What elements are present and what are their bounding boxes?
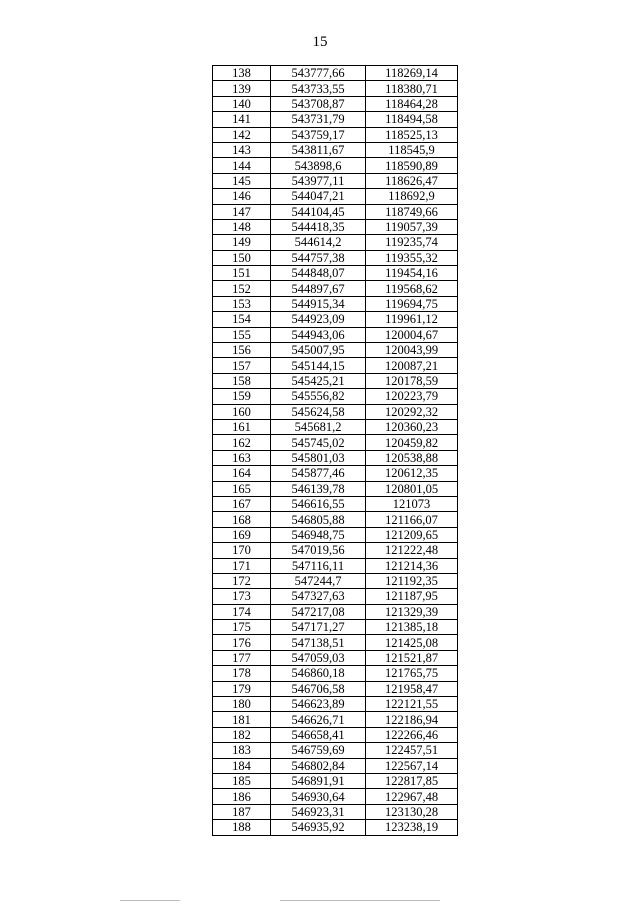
y-coordinate-cell: 119694,75	[366, 296, 458, 311]
x-coordinate-cell: 547171,27	[271, 620, 366, 635]
x-coordinate-cell: 547327,63	[271, 589, 366, 604]
point-number-cell: 170	[213, 543, 271, 558]
x-coordinate-cell: 547244,7	[271, 573, 366, 588]
y-coordinate-cell: 119057,39	[366, 219, 458, 234]
y-coordinate-cell: 121166,07	[366, 512, 458, 527]
y-coordinate-cell: 122817,85	[366, 773, 458, 788]
point-number-cell: 168	[213, 512, 271, 527]
x-coordinate-cell: 546891,91	[271, 773, 366, 788]
x-coordinate-cell: 546948,75	[271, 527, 366, 542]
x-coordinate-cell: 544614,2	[271, 235, 366, 250]
table-row	[213, 573, 458, 588]
y-coordinate-cell: 122457,51	[366, 743, 458, 758]
x-coordinate-cell: 545144,15	[271, 358, 366, 373]
x-coordinate-cell: 546805,88	[271, 512, 366, 527]
table-row	[213, 820, 458, 835]
x-coordinate-cell: 546706,58	[271, 681, 366, 696]
point-number-cell: 139	[213, 81, 271, 96]
x-coordinate-cell: 545425,21	[271, 373, 366, 388]
x-coordinate-cell: 545801,03	[271, 450, 366, 465]
y-coordinate-cell: 119961,12	[366, 312, 458, 327]
table-row	[213, 527, 458, 542]
x-coordinate-cell: 546626,71	[271, 712, 366, 727]
table-row	[213, 650, 458, 665]
x-coordinate-cell: 543733,55	[271, 81, 366, 96]
y-coordinate-cell: 121329,39	[366, 604, 458, 619]
point-number-cell: 150	[213, 250, 271, 265]
point-number-cell: 141	[213, 112, 271, 127]
x-coordinate-cell: 547138,51	[271, 635, 366, 650]
point-number-cell: 187	[213, 804, 271, 819]
y-coordinate-cell: 118380,71	[366, 81, 458, 96]
y-coordinate-cell: 120292,32	[366, 404, 458, 419]
point-number-cell: 171	[213, 558, 271, 573]
y-coordinate-cell: 120538,88	[366, 450, 458, 465]
x-coordinate-cell: 547116,11	[271, 558, 366, 573]
table-row	[213, 773, 458, 788]
point-number-cell: 148	[213, 219, 271, 234]
table-row	[213, 512, 458, 527]
point-number-cell: 181	[213, 712, 271, 727]
point-number-cell: 152	[213, 281, 271, 296]
x-coordinate-cell: 543708,87	[271, 96, 366, 111]
table-row	[213, 743, 458, 758]
y-coordinate-cell: 120087,21	[366, 358, 458, 373]
point-number-cell: 145	[213, 173, 271, 188]
point-number-cell: 175	[213, 620, 271, 635]
y-coordinate-cell: 118464,28	[366, 96, 458, 111]
point-number-cell: 163	[213, 450, 271, 465]
point-number-cell: 179	[213, 681, 271, 696]
x-coordinate-cell: 544418,35	[271, 219, 366, 234]
table-row	[213, 589, 458, 604]
x-coordinate-cell: 543811,67	[271, 142, 366, 157]
y-coordinate-cell: 120801,05	[366, 481, 458, 496]
y-coordinate-cell: 118626,47	[366, 173, 458, 188]
y-coordinate-cell: 122967,48	[366, 789, 458, 804]
table-row	[213, 697, 458, 712]
table-row	[213, 789, 458, 804]
y-coordinate-cell: 122266,46	[366, 727, 458, 742]
table-row	[213, 358, 458, 373]
y-coordinate-cell: 120612,35	[366, 466, 458, 481]
table-row	[213, 66, 458, 81]
point-number-cell: 169	[213, 527, 271, 542]
table-row	[213, 373, 458, 388]
point-number-cell: 140	[213, 96, 271, 111]
point-number-cell: 176	[213, 635, 271, 650]
point-number-cell: 144	[213, 158, 271, 173]
x-coordinate-cell: 544915,34	[271, 296, 366, 311]
x-coordinate-cell: 546935,92	[271, 820, 366, 835]
x-coordinate-cell: 546860,18	[271, 666, 366, 681]
x-coordinate-cell: 546802,84	[271, 758, 366, 773]
table-row	[213, 450, 458, 465]
x-coordinate-cell: 545877,46	[271, 466, 366, 481]
y-coordinate-cell: 121425,08	[366, 635, 458, 650]
table-row	[213, 189, 458, 204]
table-row	[213, 81, 458, 96]
x-coordinate-cell: 543759,17	[271, 127, 366, 142]
y-coordinate-cell: 119454,16	[366, 266, 458, 281]
x-coordinate-cell: 543731,79	[271, 112, 366, 127]
y-coordinate-cell: 121192,35	[366, 573, 458, 588]
x-coordinate-cell: 544848,07	[271, 266, 366, 281]
y-coordinate-cell: 123238,19	[366, 820, 458, 835]
table-row	[213, 389, 458, 404]
table-row	[213, 635, 458, 650]
point-number-cell: 182	[213, 727, 271, 742]
table-row	[213, 419, 458, 434]
table-row	[213, 666, 458, 681]
y-coordinate-cell: 122567,14	[366, 758, 458, 773]
table-row	[213, 558, 458, 573]
y-coordinate-cell: 118545,9	[366, 142, 458, 157]
point-number-cell: 173	[213, 589, 271, 604]
y-coordinate-cell: 120004,67	[366, 327, 458, 342]
point-number-cell: 158	[213, 373, 271, 388]
table-row	[213, 404, 458, 419]
y-coordinate-cell: 120223,79	[366, 389, 458, 404]
x-coordinate-cell: 546930,64	[271, 789, 366, 804]
coordinates-table-body	[213, 66, 458, 836]
y-coordinate-cell: 119235,74	[366, 235, 458, 250]
x-coordinate-cell: 543777,66	[271, 66, 366, 81]
table-row	[213, 466, 458, 481]
x-coordinate-cell: 543898,6	[271, 158, 366, 173]
table-row	[213, 250, 458, 265]
table-row	[213, 758, 458, 773]
y-coordinate-cell: 121209,65	[366, 527, 458, 542]
point-number-cell: 156	[213, 343, 271, 358]
x-coordinate-cell: 546139,78	[271, 481, 366, 496]
x-coordinate-cell: 545556,82	[271, 389, 366, 404]
table-row	[213, 435, 458, 450]
table-row	[213, 158, 458, 173]
y-coordinate-cell: 118494,58	[366, 112, 458, 127]
y-coordinate-cell: 121385,18	[366, 620, 458, 635]
point-number-cell: 188	[213, 820, 271, 835]
point-number-cell: 154	[213, 312, 271, 327]
table-row	[213, 96, 458, 111]
x-coordinate-cell: 544923,09	[271, 312, 366, 327]
x-coordinate-cell: 544047,21	[271, 189, 366, 204]
x-coordinate-cell: 544897,67	[271, 281, 366, 296]
x-coordinate-cell: 545007,95	[271, 343, 366, 358]
x-coordinate-cell: 545624,58	[271, 404, 366, 419]
point-number-cell: 165	[213, 481, 271, 496]
table-row	[213, 727, 458, 742]
table-row	[213, 343, 458, 358]
point-number-cell: 184	[213, 758, 271, 773]
x-coordinate-cell: 547217,08	[271, 604, 366, 619]
y-coordinate-cell: 123130,28	[366, 804, 458, 819]
page-number: 15	[312, 34, 328, 50]
point-number-cell: 142	[213, 127, 271, 142]
point-number-cell: 186	[213, 789, 271, 804]
y-coordinate-cell: 120459,82	[366, 435, 458, 450]
point-number-cell: 143	[213, 142, 271, 157]
point-number-cell: 138	[213, 66, 271, 81]
y-coordinate-cell: 118525,13	[366, 127, 458, 142]
y-coordinate-cell: 120043,99	[366, 343, 458, 358]
y-coordinate-cell: 118692,9	[366, 189, 458, 204]
point-number-cell: 162	[213, 435, 271, 450]
point-number-cell: 153	[213, 296, 271, 311]
point-number-cell: 147	[213, 204, 271, 219]
point-number-cell: 155	[213, 327, 271, 342]
y-coordinate-cell: 118269,14	[366, 66, 458, 81]
y-coordinate-cell: 121073	[366, 496, 458, 511]
table-row	[213, 219, 458, 234]
table-row	[213, 604, 458, 619]
table-row	[213, 281, 458, 296]
y-coordinate-cell: 121222,48	[366, 543, 458, 558]
point-number-cell: 151	[213, 266, 271, 281]
point-number-cell: 185	[213, 773, 271, 788]
x-coordinate-cell: 546658,41	[271, 727, 366, 742]
scan-edge-mark	[280, 900, 440, 901]
y-coordinate-cell: 121958,47	[366, 681, 458, 696]
x-coordinate-cell: 545681,2	[271, 419, 366, 434]
point-number-cell: 164	[213, 466, 271, 481]
y-coordinate-cell: 121214,36	[366, 558, 458, 573]
y-coordinate-cell: 122186,94	[366, 712, 458, 727]
x-coordinate-cell: 544104,45	[271, 204, 366, 219]
y-coordinate-cell: 121521,87	[366, 650, 458, 665]
x-coordinate-cell: 544757,38	[271, 250, 366, 265]
table-row	[213, 142, 458, 157]
table-row	[213, 173, 458, 188]
point-number-cell: 178	[213, 666, 271, 681]
y-coordinate-cell: 119355,32	[366, 250, 458, 265]
point-number-cell: 159	[213, 389, 271, 404]
y-coordinate-cell: 120360,23	[366, 419, 458, 434]
x-coordinate-cell: 543977,11	[271, 173, 366, 188]
table-row	[213, 543, 458, 558]
x-coordinate-cell: 547019,56	[271, 543, 366, 558]
y-coordinate-cell: 118590,89	[366, 158, 458, 173]
x-coordinate-cell: 547059,03	[271, 650, 366, 665]
point-number-cell: 149	[213, 235, 271, 250]
x-coordinate-cell: 546623,89	[271, 697, 366, 712]
table-row	[213, 327, 458, 342]
x-coordinate-cell: 545745,02	[271, 435, 366, 450]
table-row	[213, 804, 458, 819]
y-coordinate-cell: 122121,55	[366, 697, 458, 712]
table-row	[213, 712, 458, 727]
point-number-cell: 146	[213, 189, 271, 204]
point-number-cell: 180	[213, 697, 271, 712]
point-number-cell: 177	[213, 650, 271, 665]
table-row	[213, 266, 458, 281]
x-coordinate-cell: 546616,55	[271, 496, 366, 511]
point-number-cell: 167	[213, 496, 271, 511]
point-number-cell: 157	[213, 358, 271, 373]
table-row	[213, 112, 458, 127]
point-number-cell: 160	[213, 404, 271, 419]
table-row	[213, 681, 458, 696]
y-coordinate-cell: 121765,75	[366, 666, 458, 681]
point-number-cell: 161	[213, 419, 271, 434]
table-row	[213, 312, 458, 327]
point-number-cell: 183	[213, 743, 271, 758]
y-coordinate-cell: 121187,95	[366, 589, 458, 604]
coordinates-table	[212, 65, 458, 836]
table-row	[213, 620, 458, 635]
y-coordinate-cell: 118749,66	[366, 204, 458, 219]
table-row	[213, 127, 458, 142]
x-coordinate-cell: 544943,06	[271, 327, 366, 342]
table-row	[213, 496, 458, 511]
table-row	[213, 204, 458, 219]
point-number-cell: 172	[213, 573, 271, 588]
table-row	[213, 481, 458, 496]
x-coordinate-cell: 546923,31	[271, 804, 366, 819]
y-coordinate-cell: 119568,62	[366, 281, 458, 296]
point-number-cell: 174	[213, 604, 271, 619]
y-coordinate-cell: 120178,59	[366, 373, 458, 388]
table-row	[213, 296, 458, 311]
scan-edge-mark	[120, 900, 180, 901]
table-row	[213, 235, 458, 250]
x-coordinate-cell: 546759,69	[271, 743, 366, 758]
